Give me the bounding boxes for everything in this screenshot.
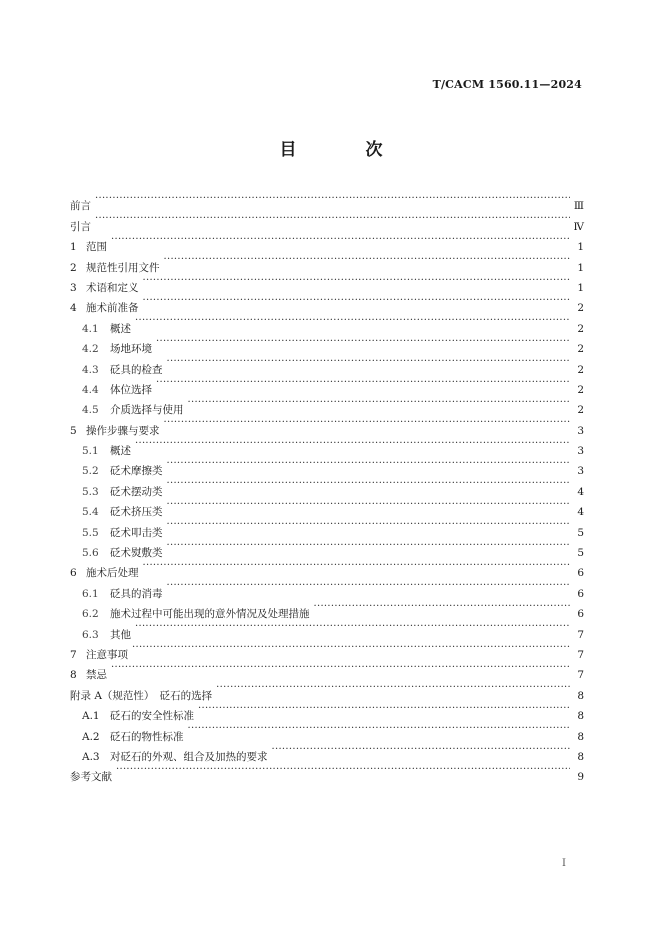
- standard-code: T/CACM 1560.11—2024: [432, 78, 582, 91]
- toc-dot-leader: [156, 373, 570, 393]
- toc-dot-leader: [216, 678, 570, 698]
- toc-dot-leader: [116, 760, 570, 780]
- toc-entry-page: 9: [577, 771, 584, 784]
- toc-entry-title: 概述: [110, 445, 131, 458]
- toc-dot-leader: [164, 413, 571, 433]
- toc-entry-page: 5: [577, 526, 584, 539]
- toc-entry-number: 6: [70, 567, 77, 580]
- toc-entry-number: 6.3: [82, 628, 99, 641]
- toc-entry-title: 施术后处理: [86, 567, 139, 580]
- toc-dot-leader: [132, 638, 570, 658]
- toc-entry-title: 砭石的物性标准: [110, 730, 184, 743]
- toc-dot-leader: [111, 658, 570, 678]
- toc-entry-title: 场地环境: [110, 343, 152, 356]
- toc-entry-title: 其他: [110, 628, 131, 641]
- toc-entry-title: 介质选择与使用: [110, 404, 184, 417]
- toc-entry-number: 4.3: [82, 363, 99, 376]
- toc-entry-title: 体位选择: [110, 383, 152, 396]
- toc-entry-number: 4.2: [82, 343, 99, 356]
- toc-entry-number: 6.2: [82, 608, 99, 621]
- toc-dot-leader: [135, 434, 570, 454]
- toc-entry-page: 2: [577, 322, 584, 335]
- toc-entry-title: 砭术熨敷类: [110, 547, 163, 560]
- toc-dot-leader: [156, 332, 570, 352]
- toc-entry-number: 4.5: [82, 404, 99, 417]
- toc-dot-leader: [167, 454, 571, 474]
- toc-entry-title: 前言: [70, 200, 91, 213]
- toc-entry-page: 6: [577, 567, 584, 580]
- toc-entry-number: 5: [70, 424, 77, 437]
- toc-entry[interactable]: [70, 434, 584, 458]
- toc-entry-title: 概述: [110, 322, 131, 335]
- toc-entry-number: 5.4: [82, 506, 99, 519]
- toc-entry-title: 操作步骤与要求: [86, 424, 160, 437]
- toc-entry-title: 施术过程中可能出现的意外情况及处理措施: [110, 608, 310, 621]
- toc-entry-title: 范围: [86, 241, 107, 254]
- toc-entry-page: 3: [577, 424, 584, 437]
- toc-entry-number: A.2: [82, 730, 100, 743]
- toc-dot-leader: [135, 311, 570, 331]
- toc-entry-number: 1: [70, 241, 77, 254]
- toc-dot-leader: [167, 495, 571, 515]
- toc-entry-number: 2: [70, 261, 77, 274]
- toc-entry-title: 砭术挤压类: [110, 506, 163, 519]
- toc-entry-page: 6: [577, 608, 584, 621]
- toc-entry[interactable]: [70, 209, 584, 233]
- toc-dot-leader: [143, 271, 571, 291]
- toc-entry[interactable]: [70, 189, 584, 213]
- toc-entry-number: 4: [70, 302, 77, 315]
- toc-entry-page: 2: [577, 404, 584, 417]
- toc-dot-leader: [167, 352, 571, 372]
- toc-entry-number: 4.4: [82, 383, 99, 396]
- toc-dot-leader: [188, 719, 571, 739]
- toc-entry-page: 4: [577, 506, 584, 519]
- toc-dot-leader: [143, 291, 571, 311]
- toc-entry[interactable]: [70, 638, 584, 661]
- toc-entry-page: 4: [577, 485, 584, 498]
- toc-entry[interactable]: [70, 556, 584, 580]
- toc-entry-number: 8: [70, 669, 77, 682]
- toc-dot-leader: [167, 536, 571, 556]
- toc-entry-number: 5.5: [82, 526, 99, 539]
- toc-entry-number: 6.1: [82, 587, 99, 600]
- toc-entry-title: 砭具的消毒: [110, 587, 163, 600]
- table-of-contents: [70, 189, 584, 784]
- toc-entry-page: 8: [577, 750, 584, 763]
- toc-entry-page: 2: [577, 302, 584, 315]
- toc-dot-leader: [167, 515, 571, 535]
- toc-entry-page: 3: [577, 445, 584, 458]
- toc-dot-leader: [272, 740, 571, 760]
- toc-dot-leader: [95, 209, 570, 229]
- toc-entry[interactable]: [70, 576, 584, 600]
- toc-entry[interactable]: [70, 230, 584, 254]
- toc-entry-page: 7: [577, 648, 584, 661]
- toc-entry-title: 规范性引用文件: [86, 261, 160, 274]
- toc-entry-title: 砭石的安全性标准: [110, 710, 194, 723]
- toc-entry-page: 2: [577, 343, 584, 356]
- toc-dot-leader: [167, 576, 571, 596]
- toc-dot-leader: [111, 230, 570, 250]
- toc-dot-leader: [188, 393, 571, 413]
- toc-entry-number: A.1: [82, 710, 100, 723]
- page-title: 目 次: [279, 140, 409, 160]
- toc-entry-number: 4.1: [82, 322, 99, 335]
- toc-entry-number: 5.2: [82, 465, 99, 478]
- toc-entry-title: 禁忌: [86, 669, 107, 682]
- toc-entry[interactable]: [70, 271, 584, 294]
- toc-dot-leader: [95, 189, 570, 209]
- toc-entry-page: 8: [577, 710, 584, 723]
- toc-dot-leader: [135, 617, 570, 637]
- toc-entry-number: 7: [70, 648, 77, 661]
- toc-entry-number: 5.6: [82, 547, 99, 560]
- toc-entry[interactable]: [70, 291, 584, 315]
- toc-dot-leader: [314, 597, 571, 617]
- toc-entry-title: 附录 A（规范性） 砭石的选择: [70, 689, 213, 702]
- toc-entry-page: 2: [577, 363, 584, 376]
- toc-entry[interactable]: [70, 760, 584, 784]
- toc-dot-leader: [143, 556, 571, 576]
- toc-entry-title: 砭具的检查: [110, 363, 163, 376]
- toc-entry-page: Ⅲ: [573, 200, 584, 213]
- toc-dot-leader: [164, 250, 571, 270]
- toc-entry-title: 引言: [70, 220, 91, 233]
- toc-dot-leader: [198, 699, 570, 719]
- toc-entry-number: 5.3: [82, 485, 99, 498]
- toc-entry-title: 砭术叩击类: [110, 526, 163, 539]
- toc-entry-page: 8: [577, 730, 584, 743]
- toc-entry-title: 砭术摩擦类: [110, 465, 163, 478]
- toc-entry-title: 施术前准备: [86, 302, 139, 315]
- toc-entry-page: 1: [577, 241, 584, 254]
- toc-entry-page: 8: [577, 689, 584, 702]
- toc-entry-title: 参考文献: [70, 771, 112, 784]
- toc-entry-page: 7: [577, 628, 584, 641]
- toc-entry[interactable]: [70, 617, 584, 641]
- toc-entry-number: A.3: [82, 750, 100, 763]
- toc-entry[interactable]: [70, 332, 584, 356]
- toc-entry-number: 5.1: [82, 445, 99, 458]
- toc-dot-leader: [167, 474, 571, 494]
- toc-entry[interactable]: [70, 311, 584, 335]
- toc-entry-title: 术语和定义: [86, 281, 139, 294]
- toc-entry-page: 1: [577, 281, 584, 294]
- toc-entry-page: 1: [577, 261, 584, 274]
- toc-entry[interactable]: [70, 454, 584, 478]
- toc-entry[interactable]: [70, 658, 584, 682]
- page-number: I: [562, 858, 566, 869]
- toc-entry-page: 7: [577, 669, 584, 682]
- toc-entry-page: 3: [577, 465, 584, 478]
- toc-entry-page: 2: [577, 383, 584, 396]
- toc-entry-title: 对砭石的外观、组合及加热的要求: [110, 750, 268, 763]
- toc-entry[interactable]: [70, 250, 584, 274]
- toc-entry-title: 注意事项: [86, 648, 128, 661]
- toc-entry[interactable]: [70, 678, 584, 702]
- toc-entry-page: Ⅳ: [573, 220, 584, 233]
- toc-entry-number: 3: [70, 281, 77, 294]
- toc-entry-page: 6: [577, 587, 584, 600]
- toc-entry-title: 砭术摆动类: [110, 485, 163, 498]
- toc-entry-page: 5: [577, 547, 584, 560]
